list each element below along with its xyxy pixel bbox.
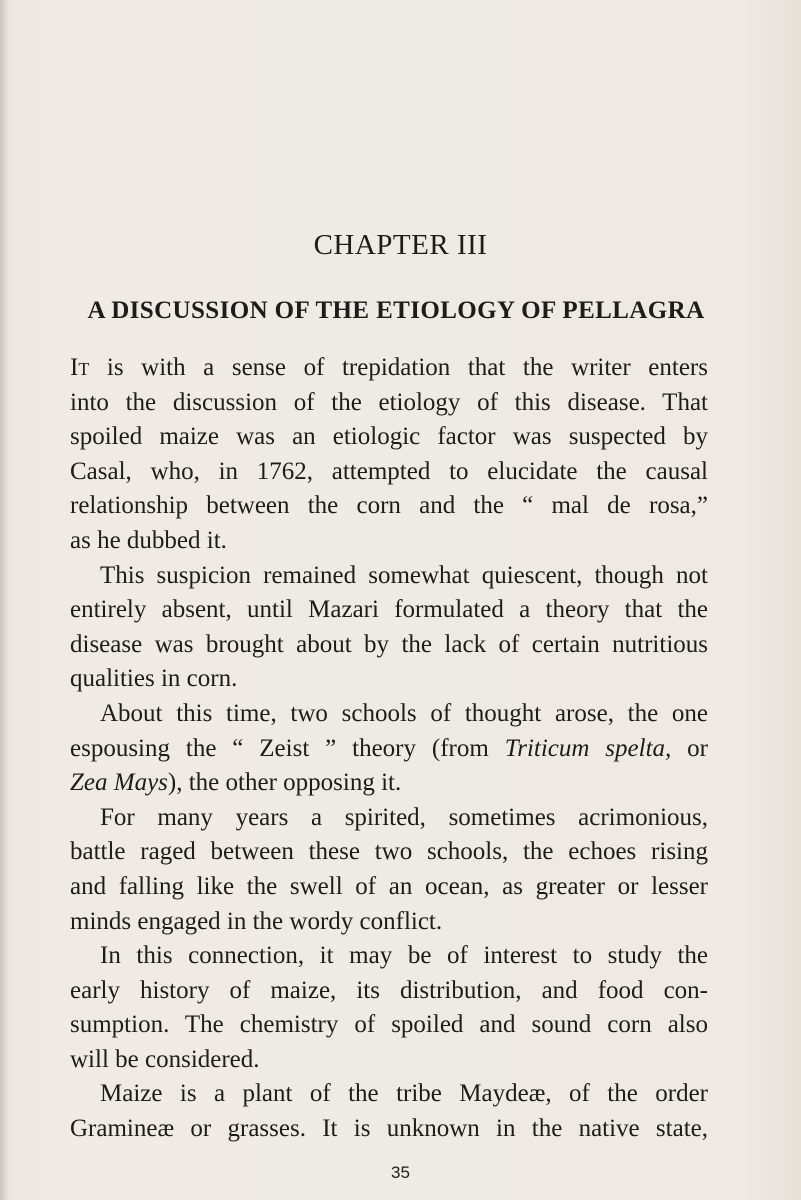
text-line: [70, 351, 708, 386]
text-line: In this connection, it may be of interest to study the: [100, 942, 708, 970]
chapter-title: A DISCUSSION OF THE ETIOLOGY OF PELLAGRA: [87, 297, 705, 324]
text-fragment: is with a sense of trepidation that the writer enters: [89, 354, 708, 381]
text-line: sumption. The chemistry of spoiled and sound corn also: [70, 1011, 708, 1039]
text-line: [70, 766, 708, 801]
text-line: Maize is a plant of the tribe Maydeæ, of the order: [100, 1080, 708, 1108]
species-name: Zea Mays: [70, 769, 168, 797]
text-line: disease was brought about by the lack of certain nutritious: [70, 630, 708, 658]
text-line: early history of maize, its distribution, and food con-: [70, 976, 708, 1004]
species-name: Triticum spelta,: [504, 734, 672, 762]
text-fragment: ), the other opposing it.: [167, 769, 402, 797]
text-fragment: or: [671, 734, 708, 762]
opening-word: It: [70, 354, 90, 381]
text-line: About this time, two schools of thought arose, the one: [100, 699, 708, 727]
text-line: spoiled maize was an etiologic factor was suspected by: [70, 423, 708, 451]
text-line: This suspicion remained somewhat quiescent, though not: [100, 561, 708, 589]
text-line: For many years a spirited, sometimes acrimonious,: [100, 803, 708, 831]
page-number: 35: [391, 1163, 410, 1182]
chapter-heading: CHAPTER III: [313, 229, 488, 261]
text-line: entirely absent, until Mazari formulated a theory that the: [70, 596, 708, 624]
text-line: [70, 732, 708, 767]
text-line: into the discussion of the etiology of this disease. That: [70, 388, 708, 416]
text-line: will be considered.: [70, 1045, 260, 1073]
text-line: relationship between the corn and the “ mal de rosa,”: [70, 492, 708, 520]
text-line: minds engaged in the wordy conflict.: [70, 907, 443, 935]
text-line: battle raged between these two schools, the echoes rising: [70, 838, 708, 866]
text-line: as he dubbed it.: [70, 526, 227, 554]
text-fragment: espousing the “ Zeist ” theory (from: [70, 734, 505, 762]
text-line: Casal, who, in 1762, attempted to elucidate the causal: [70, 457, 708, 485]
text-line: Gramineæ or grasses. It is unknown in the native state,: [70, 1115, 708, 1143]
text-line: and falling like the swell of an ocean, as greater or lesser: [70, 872, 708, 900]
text-line: qualities in corn.: [70, 665, 238, 693]
page-binding-edge: [0, 0, 8, 1200]
body-text: [70, 351, 708, 1147]
